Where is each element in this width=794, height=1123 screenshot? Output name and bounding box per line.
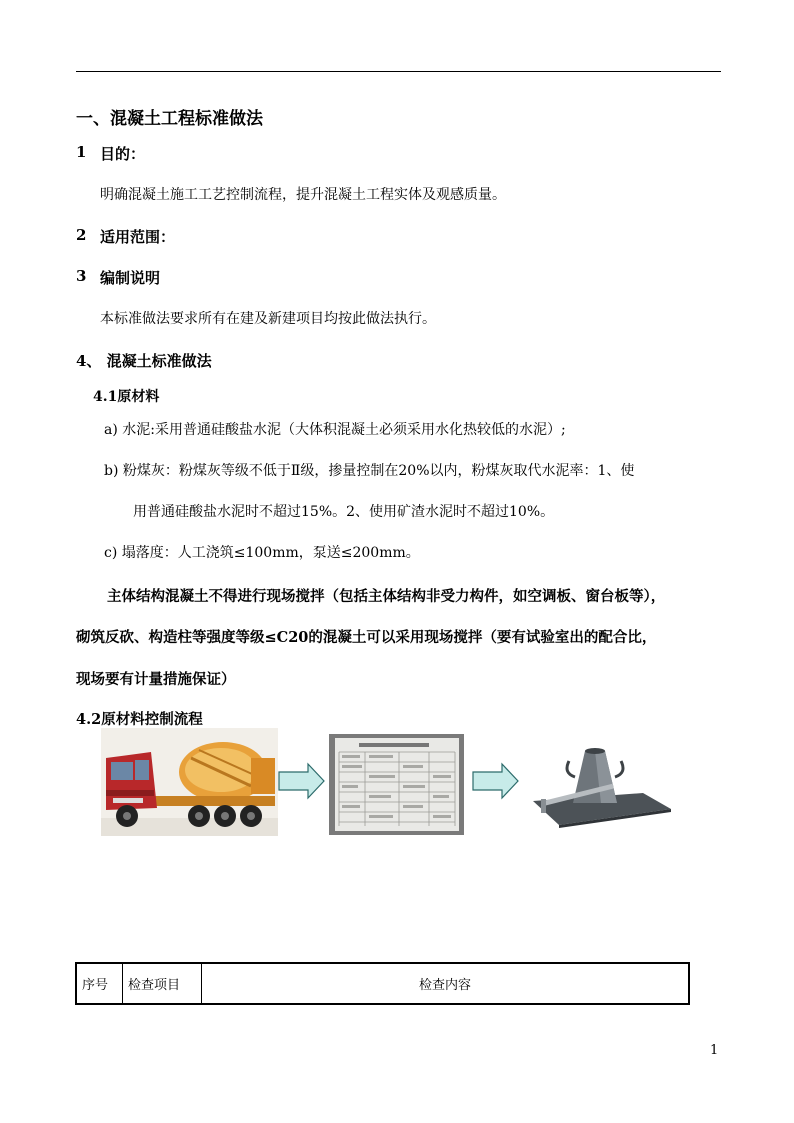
table-header-row — [76, 963, 689, 1004]
section-42-title: 4.2原材料控制流程 — [76, 711, 203, 728]
section-3-number: 3 — [76, 267, 87, 285]
section-4-title: 4、 混凝土标准做法 — [76, 352, 212, 370]
section-2-number: 2 — [76, 226, 87, 244]
section-3-text: 本标准做法要求所有在建及新建项目均按此做法执行。 — [100, 311, 436, 327]
section-1-title: 目的： — [100, 145, 146, 163]
section-1-number: 1 — [76, 143, 87, 161]
page-number: 1 — [710, 1043, 719, 1058]
note-line2: 砌筑反砍、构造柱等强度等级≤C20的混凝土可以采用现场搅拌（要有试验室出的配合比， — [76, 629, 657, 646]
item-c: c) 塌落度：人工浇筑≤100mm，泵送≤200mm。 — [104, 545, 420, 561]
flow-arrow-2-icon — [472, 762, 520, 804]
inspection-table — [75, 962, 690, 1005]
concrete-mixer-truck-image — [101, 728, 278, 836]
item-b-line1: b) 粉煤灰：粉煤灰等级不低于Ⅱ级，掺量控制在20%以内，粉煤灰取代水泥率：1、使 — [104, 463, 635, 479]
section-3-title: 编制说明 — [100, 269, 161, 287]
section-41-title: 4.1原材料 — [93, 389, 160, 405]
section-2-title: 适用范围： — [100, 228, 176, 246]
table-header-cell: 检查项目 — [123, 963, 202, 1004]
section-heading: 一、混凝土工程标准做法 — [76, 109, 263, 129]
flow-arrow-1-icon — [278, 762, 326, 804]
table-header-cell: 序号 — [76, 963, 123, 1004]
item-b-line2: 用普通硅酸盐水泥时不超过15%。2、使用矿渣水泥时不超过10%。 — [133, 504, 555, 520]
note-line1: 主体结构混凝土不得进行现场搅拌（包括主体结构非受力构件，如空调板、窗台板等）， — [107, 588, 666, 605]
section-1-text: 明确混凝土施工工艺控制流程，提升混凝土工程实体及观感质量。 — [100, 187, 506, 203]
note-line3: 现场要有计量措施保证） — [76, 671, 236, 688]
item-a: a) 水泥:采用普通硅酸盐水泥（大体积混凝土必须采用水化热较低的水泥）; — [104, 422, 566, 438]
slump-cone-image — [523, 731, 673, 831]
quality-record-document-image — [329, 734, 464, 835]
header-rule — [76, 71, 721, 72]
table-header-cell: 检查内容 — [202, 963, 690, 1004]
